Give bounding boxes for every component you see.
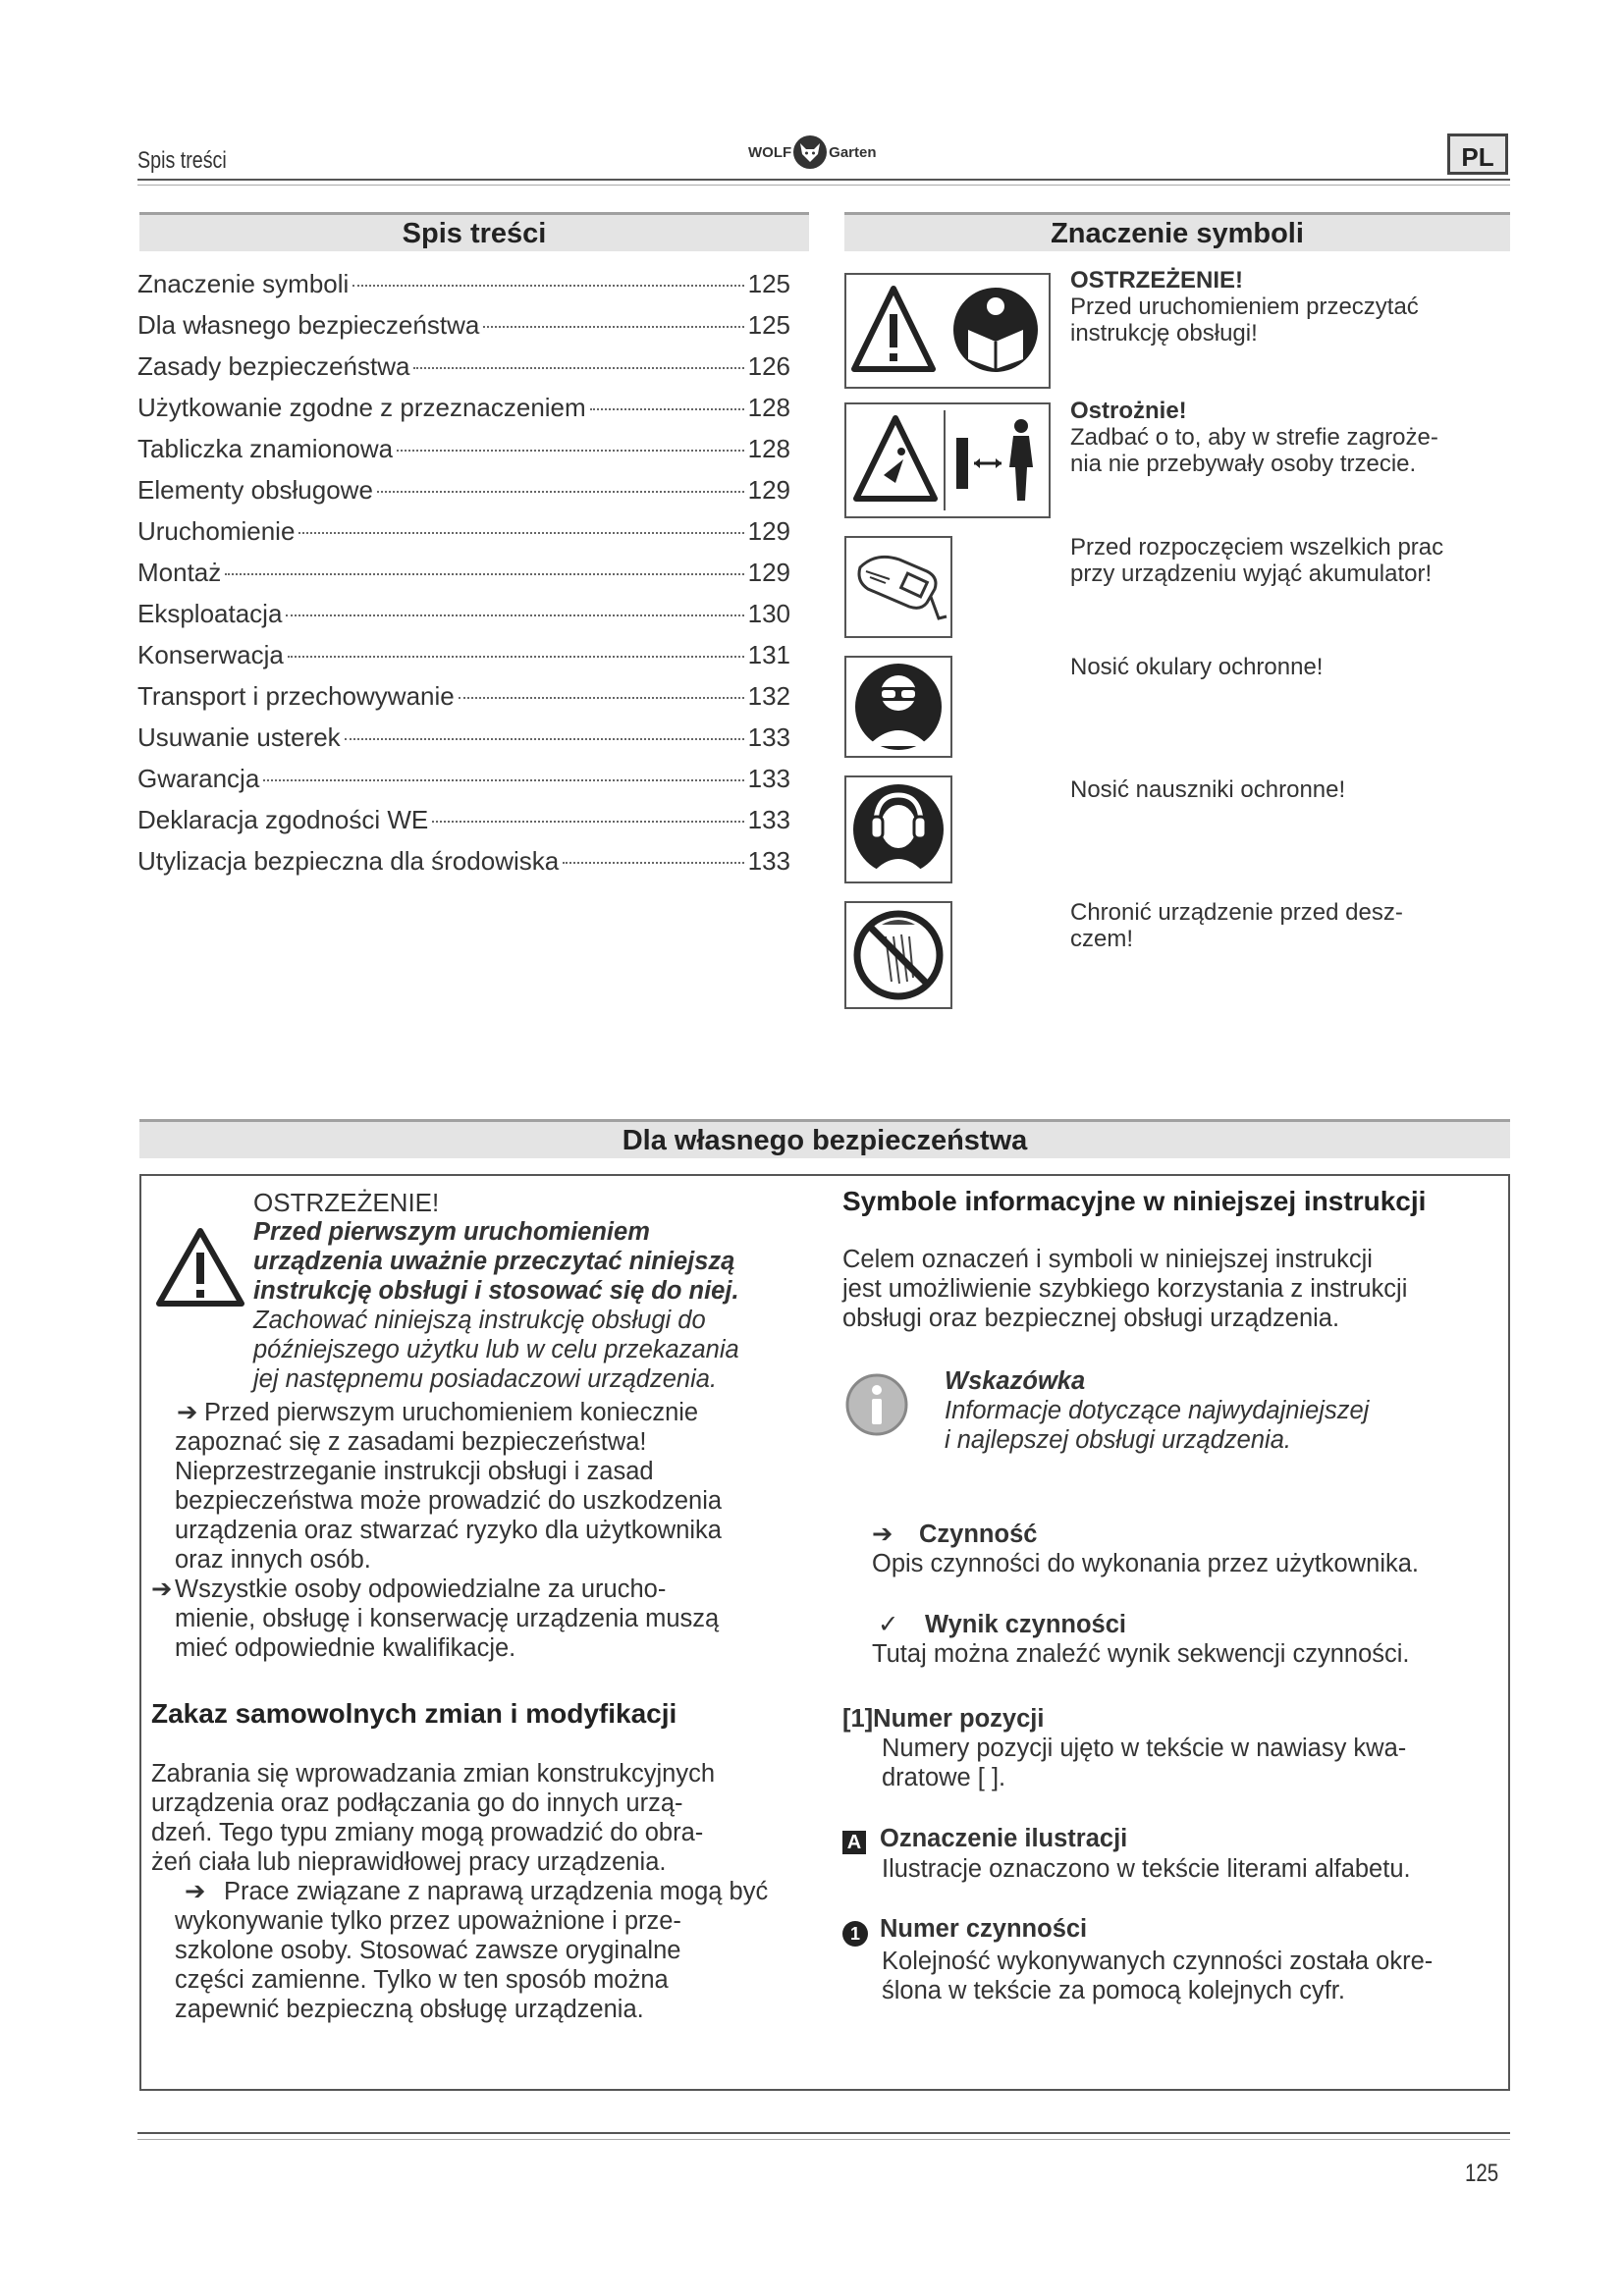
tip-line1: Informacje dotyczące najwydajniejszej: [945, 1397, 1370, 1424]
mod-line3: dzeń. Tego typu zmiany mogą prowadzić do obra-: [151, 1819, 704, 1846]
mod-line2: urządzenia oraz podłączania go do innych urzą-: [151, 1789, 683, 1817]
warning-title: OSTRZEŻENIE!: [253, 1188, 440, 1217]
symbol-box-rain: [844, 901, 952, 1009]
toc-entry-page: 133: [747, 846, 790, 876]
symbol1-title: OSTRZEŻENIE!: [1070, 267, 1244, 294]
symbol3-line2: przy urządzeniu wyjąć akumulator!: [1070, 561, 1433, 587]
safety-heading: Dla własnego bezpieczeństwa: [139, 1119, 1510, 1158]
position-title: Numer pozycji: [873, 1705, 1045, 1733]
toc-entry-label: Uruchomienie: [137, 516, 296, 546]
hazard-triangle-icon: [856, 418, 935, 499]
mod-step-line5: zapewnić bezpieczną obsługę urządzenia.: [175, 1996, 644, 2023]
info-line3: obsługi oraz bezpiecznej obsługi urządzenia.: [842, 1305, 1340, 1332]
step1-line3: Nieprzestrzeganie instrukcji obsługi i zasad: [175, 1458, 654, 1485]
toc-entry-label: Gwarancja: [137, 764, 260, 793]
info-intro: [842, 1245, 1500, 1333]
toc-leader-dots: [352, 285, 743, 287]
tip-title: Wskazówka: [945, 1367, 1086, 1395]
step1-line5: urządzenia oraz stwarzać ryzyko dla użytkownika: [175, 1517, 722, 1544]
symbol1-line2: instrukcję obsługi!: [1070, 320, 1258, 347]
step-number-line2: ślona w tekście za pomocą kolejnych cyfr.: [882, 1977, 1345, 2004]
symbols-heading: Znaczenie symboli: [844, 212, 1510, 251]
action-block: [872, 1520, 1500, 1578]
toc-entry-page: 130: [747, 599, 790, 628]
illustration-desc: Ilustracje oznaczono w tekście literami alfabetu.: [882, 1855, 1411, 1883]
running-header-title: Spis treści: [137, 147, 227, 174]
toc-entry-label: Montaż: [137, 558, 222, 587]
mod-step-line2: wykonywanie tylko przez upoważnione i prze-: [175, 1907, 681, 1935]
symbol-box-ear-protection: [844, 775, 952, 883]
toc-entry-label: Transport i przechowywanie: [137, 681, 455, 711]
result-block: [872, 1610, 1500, 1669]
step-arrow-icon: ➔: [185, 1878, 206, 1905]
action-title: Czynność: [919, 1521, 1038, 1548]
footer-divider: [137, 2132, 1510, 2140]
toc-leader-dots: [459, 697, 744, 699]
toc-leader-dots: [397, 450, 743, 452]
toc-leader-dots: [563, 862, 743, 864]
modifications-step: [175, 1877, 862, 2024]
toc-leader-dots: [286, 614, 743, 616]
symbol6-line2: czem!: [1070, 926, 1134, 952]
toc-entry-label: Elementy obsługowe: [137, 475, 373, 505]
battery-removal-icon: [846, 538, 950, 636]
ear-protection-icon: [846, 777, 950, 881]
step-number-title: Numer czynności: [880, 1915, 1088, 1943]
warning-bold-line3: instrukcję obsługi i stosować się do niej.: [253, 1277, 739, 1305]
logo-garten-text: Garten: [829, 143, 877, 161]
toc-entry[interactable]: [137, 434, 790, 475]
symbol-box-third-parties: [844, 402, 1051, 518]
toc-leader-dots: [413, 367, 743, 369]
keep-distance-icon: [956, 419, 1033, 501]
toc-entry[interactable]: [137, 475, 790, 516]
page-number: 125: [1465, 2160, 1499, 2187]
symbol3-line1: Przed rozpoczęciem wszelkich prac: [1070, 534, 1444, 561]
step-number-marker-icon: 1: [842, 1921, 868, 1947]
step2-line1: Wszystkie osoby odpowiedzialne za urucho-: [175, 1575, 667, 1603]
toc-entry[interactable]: [137, 764, 790, 805]
symbol2-line2: nia nie przebywały osoby trzecie.: [1070, 451, 1417, 477]
warning-block: [253, 1188, 823, 1394]
modifications-heading: Zakaz samowolnych zmian i modyfikacji: [151, 1698, 677, 1729]
toc-leader-dots: [298, 532, 743, 534]
step-arrow-icon: ➔: [177, 1399, 198, 1426]
toc-entry-page: 128: [747, 393, 790, 422]
info-line1: Celem oznaczeń i symboli w niniejszej instrukcji: [842, 1246, 1373, 1273]
toc-entry-label: Konserwacja: [137, 640, 284, 669]
step-arrow-icon: ➔: [151, 1575, 173, 1603]
toc-entry-page: 132: [747, 681, 790, 711]
fox-logo-icon: [793, 135, 827, 169]
symbol6-line1: Chronić urządzenie przed desz-: [1070, 899, 1403, 926]
toc-entry-page: 129: [747, 516, 790, 546]
symbol2-line1: Zadbać o to, aby w strefie zagroże-: [1070, 424, 1438, 451]
toc-entry[interactable]: [137, 681, 790, 722]
mod-step-line1: Prace związane z naprawą urządzenia mogą być: [224, 1878, 769, 1905]
toc-entry-page: 129: [747, 475, 790, 505]
mod-step-line4: części zamienne. Tylko w ten sposób można: [175, 1966, 669, 1994]
toc-entry[interactable]: [137, 393, 790, 434]
toc-entry-page: 125: [747, 269, 790, 298]
symbol5-text: Nosić nauszniki ochronne!: [1070, 776, 1346, 803]
toc-entry-label: Utylizacja bezpieczna dla środowiska: [137, 846, 560, 876]
toc-entry[interactable]: [137, 310, 790, 351]
toc-entry-label: Znaczenie symboli: [137, 269, 350, 298]
toc-leader-dots: [377, 491, 744, 493]
checkmark-icon: ✓: [878, 1611, 899, 1638]
header-divider: [137, 179, 1510, 186]
toc-entry-label: Użytkowanie zgodne z przeznaczeniem: [137, 393, 586, 422]
logo-wolf-text: WOLF: [748, 143, 792, 161]
toc-entry-label: Deklaracja zgodności WE: [137, 805, 429, 834]
toc-leader-dots: [225, 573, 743, 575]
toc-leader-dots: [288, 656, 744, 658]
toc-entry-page: 131: [747, 640, 790, 669]
symbol-box-goggles: [844, 656, 952, 758]
warning-italic-line3: jej następnemu posiadaczowi urządzenia.: [253, 1365, 718, 1393]
safety-goggles-icon: [846, 658, 950, 756]
toc-heading: Spis treści: [139, 212, 809, 251]
step1-line2: zapoznać się z zasadami bezpieczeństwa!: [175, 1428, 647, 1456]
toc-entry[interactable]: [137, 516, 790, 558]
language-badge: PL: [1447, 133, 1508, 175]
toc-entry[interactable]: [137, 351, 790, 393]
info-symbols-heading: Symbole informacyjne w niniejszej instrukcji: [842, 1186, 1427, 1216]
symbol-box-read-manual: [844, 273, 1051, 389]
symbol-box-remove-battery: [844, 536, 952, 638]
toc-entry[interactable]: [137, 599, 790, 640]
toc-list: [137, 269, 790, 887]
position-marker: [1]: [842, 1705, 874, 1733]
toc-leader-dots: [345, 738, 744, 740]
toc-entry-label: Dla własnego bezpieczeństwa: [137, 310, 480, 340]
toc-entry-page: 125: [747, 310, 790, 340]
position-line2: dratowe [ ].: [882, 1764, 1006, 1791]
toc-entry-label: Usuwanie usterek: [137, 722, 341, 752]
result-desc: Tutaj można znaleźć wynik sekwencji czynności.: [872, 1640, 1410, 1668]
toc-entry-label: Tabliczka znamionowa: [137, 434, 394, 463]
warning-triangle-icon: [153, 1225, 247, 1309]
toc-entry-label: Eksploatacja: [137, 599, 283, 628]
step1-line1: Przed pierwszym uruchomieniem koniecznie: [204, 1399, 699, 1426]
mod-line4: żeń ciała lub nieprawidłowej pracy urządzenia.: [151, 1848, 667, 1876]
step-number-line1: Kolejność wykonywanych czynności została okre-: [882, 1948, 1434, 1975]
illustration-marker-icon: A: [842, 1831, 866, 1854]
illustration-title: Oznaczenie ilustracji: [880, 1825, 1128, 1852]
toc-entry[interactable]: [137, 640, 790, 681]
brand-logo: [748, 135, 877, 169]
step1-line4: bezpieczeństwa może prowadzić do uszkodzenia: [175, 1487, 723, 1515]
toc-leader-dots: [590, 408, 744, 410]
toc-leader-dots: [483, 326, 743, 328]
symbol2-title: Ostrożnie!: [1070, 398, 1187, 424]
position-line1: Numery pozycji ujęto w tekście w nawiasy kwa-: [882, 1735, 1407, 1762]
toc-entry-page: 133: [747, 764, 790, 793]
illustration-block: [842, 1824, 1510, 1884]
read-manual-icon: [953, 288, 1038, 372]
action-desc: Opis czynności do wykonania przez użytkownika.: [872, 1550, 1420, 1577]
step-number-block: [842, 1914, 1510, 2005]
warning-bold-line1: Przed pierwszym uruchomieniem: [253, 1218, 650, 1246]
step2-line2: mienie, obsługę i konserwację urządzenia muszą: [175, 1605, 720, 1632]
toc-leader-dots: [263, 779, 743, 781]
tip-block: [945, 1366, 1494, 1455]
symbol1-line1: Przed uruchomieniem przeczytać: [1070, 294, 1419, 320]
toc-entry-label: Zasady bezpieczeństwa: [137, 351, 410, 381]
toc-entry-page: 133: [747, 722, 790, 752]
symbol4-text: Nosić okulary ochronne!: [1070, 654, 1324, 680]
toc-entry-page: 128: [747, 434, 790, 463]
toc-entry-page: 129: [747, 558, 790, 587]
tip-line2: i najlepszej obsługi urządzenia.: [945, 1426, 1291, 1454]
toc-entry[interactable]: [137, 846, 790, 887]
info-icon: [844, 1372, 909, 1437]
result-title: Wynik czynności: [925, 1611, 1127, 1638]
warning-italic-line1: Zachować niniejszą instrukcję obsługi do: [253, 1307, 706, 1334]
toc-entry-page: 133: [747, 805, 790, 834]
warning-triangle-icon: [854, 289, 933, 369]
toc-entry-page: 126: [747, 351, 790, 381]
toc-entry[interactable]: [137, 269, 790, 310]
toc-entry[interactable]: [137, 722, 790, 764]
mod-step-line3: szkolone osoby. Stosować zawsze oryginalne: [175, 1937, 681, 1964]
info-line2: jest umożliwienie szybkiego korzystania z instrukcji: [842, 1275, 1408, 1303]
warning-bold-line2: urządzenia uważnie przeczytać niniejszą: [253, 1248, 735, 1275]
no-rain-icon: [846, 903, 950, 1007]
action-arrow-icon: ➔: [872, 1521, 893, 1548]
modifications-text: [151, 1759, 819, 1877]
step1-line6: oraz innych osób.: [175, 1546, 371, 1574]
warning-italic-line2: późniejszego użytku lub w celu przekazania: [253, 1336, 739, 1363]
mod-line1: Zabrania się wprowadzania zmian konstrukcyjnych: [151, 1760, 716, 1788]
step2-line3: mieć odpowiednie kwalifikacje.: [175, 1634, 516, 1662]
toc-entry[interactable]: [137, 805, 790, 846]
safety-steps: [151, 1398, 823, 1663]
toc-entry[interactable]: [137, 558, 790, 599]
position-block: [842, 1704, 1510, 1792]
toc-leader-dots: [432, 821, 743, 823]
